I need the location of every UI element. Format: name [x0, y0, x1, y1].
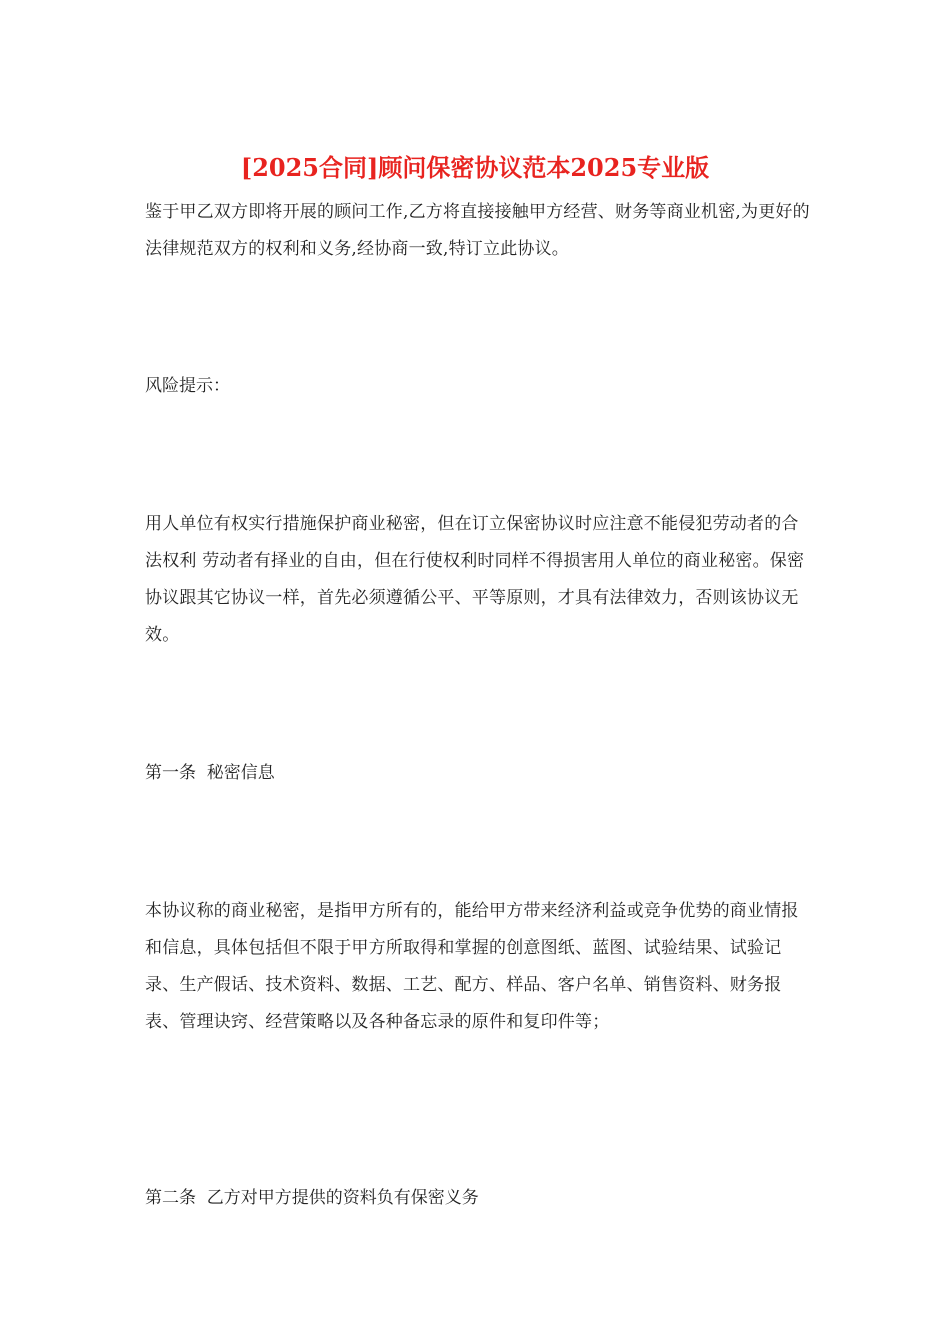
article-2-heading: 第二条 乙方对甲方提供的资料负有保密义务 — [145, 1188, 479, 1208]
document-title: [2025合同]顾问保密协议范本2025专业版 — [240, 153, 710, 182]
article-1-paragraph: 本协议称的商业秘密，是指甲方所有的，能给甲方带来经济利益或竞争优势的商业情报和信息，具体包括但不限于甲方所取得和掌握的创意图纸、蓝图、试验结果、试验记录、生产假话、技术资料、数据、工艺、配方、样品、客户名单、销售资料、财务报表、管理诀窍、经营策略以及各种备忘录的原件和复印件等； — [145, 901, 799, 1032]
intro-paragraph: 鉴于甲乙双方即将开展的顾问工作,乙方将直接接触甲方经营、财务等商业机密,为更好的法律规范双方的权利和义务,经协商一致,特订立此协议。 — [145, 202, 810, 259]
risk-paragraph: 用人单位有权实行措施保护商业秘密，但在订立保密协议时应注意不能侵犯劳动者的合法权利 劳动者有择业的自由，但在行使权利时同样不得损害用人单位的商业秘密。保密协议跟其它协议一样，首先必须遵循公平、平等原则，才具有法律效力，否则该协议无效。 — [145, 514, 805, 645]
risk-heading: 风险提示： — [145, 376, 230, 396]
article-1-heading: 第一条 秘密信息 — [145, 763, 275, 783]
